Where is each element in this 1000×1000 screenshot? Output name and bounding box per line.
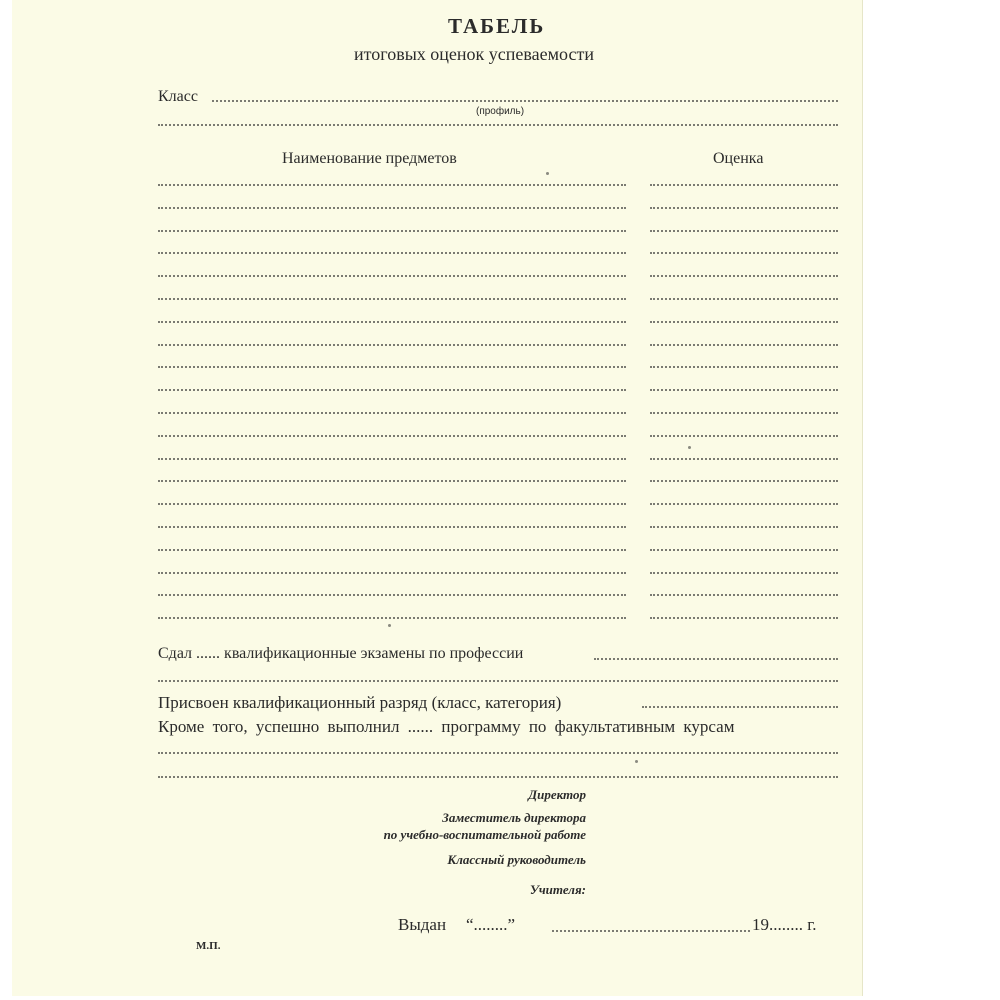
subject-dotted-line — [158, 435, 626, 437]
rank-dotted-line — [642, 706, 838, 708]
deputy-director-line1: Заместитель директора — [442, 810, 586, 825]
grade-dotted-line — [650, 252, 838, 254]
paper-speck — [688, 446, 691, 449]
subject-dotted-line — [158, 594, 626, 596]
exams-dotted-line-2 — [158, 680, 838, 682]
grade-dotted-line — [650, 458, 838, 460]
grade-dotted-line — [650, 617, 838, 619]
subject-dotted-line — [158, 526, 626, 528]
exams-dotted-line — [594, 658, 838, 660]
issued-day: “........” — [466, 915, 516, 934]
extra-dotted-line-2 — [158, 776, 838, 778]
subject-dotted-line — [158, 298, 626, 300]
document-title: ТАБЕЛЬ — [448, 14, 546, 38]
grade-dotted-line — [650, 207, 838, 209]
subject-dotted-line — [158, 503, 626, 505]
subject-dotted-line — [158, 480, 626, 482]
subject-dotted-line — [158, 230, 626, 232]
grade-dotted-line — [650, 275, 838, 277]
grade-dotted-line — [650, 230, 838, 232]
subject-dotted-line — [158, 321, 626, 323]
document-subtitle: итоговых оценок успеваемости — [354, 44, 594, 64]
subject-dotted-line — [158, 389, 626, 391]
grade-header: Оценка — [713, 150, 764, 167]
subject-dotted-line — [158, 549, 626, 551]
class-label: Класс — [158, 88, 198, 105]
subject-dotted-line — [158, 207, 626, 209]
grade-dotted-line — [650, 572, 838, 574]
subject-dotted-line — [158, 412, 626, 414]
class-dotted-line — [212, 100, 838, 102]
subject-dotted-line — [158, 617, 626, 619]
issued-label: Выдан — [398, 915, 447, 934]
grade-dotted-line — [650, 435, 838, 437]
subject-dotted-line — [158, 184, 626, 186]
grade-dotted-line — [650, 503, 838, 505]
class-dotted-line-2 — [158, 124, 838, 126]
subjects-header: Наименование предметов — [282, 150, 457, 167]
extra-courses-text: Кроме того, успешно выполнил ...... программу по факультативным курсам — [158, 717, 735, 736]
issued-year: 19........ г. — [752, 915, 817, 934]
grade-dotted-line — [650, 412, 838, 414]
director-label: Директор — [528, 787, 586, 802]
grade-dotted-line — [650, 526, 838, 528]
paper-speck — [388, 624, 391, 627]
subject-dotted-line — [158, 458, 626, 460]
issued-dotted-line — [552, 930, 750, 932]
profile-hint: (профиль) — [476, 106, 525, 117]
grade-dotted-line — [650, 344, 838, 346]
subject-dotted-line — [158, 572, 626, 574]
subject-dotted-line — [158, 366, 626, 368]
subject-dotted-line — [158, 275, 626, 277]
grade-dotted-line — [650, 321, 838, 323]
teachers-label: Учителя: — [529, 882, 586, 897]
grade-dotted-line — [650, 594, 838, 596]
paper-speck — [546, 172, 549, 175]
class-teacher-label: Классный руководитель — [447, 852, 586, 867]
grade-dotted-line — [650, 480, 838, 482]
subject-dotted-line — [158, 344, 626, 346]
extra-dotted-line — [158, 752, 838, 754]
grade-dotted-line — [650, 298, 838, 300]
deputy-director-line2: по учебно-воспитательной работе — [383, 827, 586, 842]
subject-dotted-line — [158, 252, 626, 254]
rank-text: Присвоен квалификационный разряд (класс, категория) — [158, 693, 562, 712]
stamp-place-label: М.П. — [196, 940, 221, 952]
paper-speck — [635, 760, 638, 763]
exams-passed-text: Сдал ...... квалификационные экзамены по профессии — [158, 645, 524, 662]
grade-dotted-line — [650, 184, 838, 186]
grade-dotted-line — [650, 366, 838, 368]
grade-dotted-line — [650, 389, 838, 391]
grade-dotted-line — [650, 549, 838, 551]
